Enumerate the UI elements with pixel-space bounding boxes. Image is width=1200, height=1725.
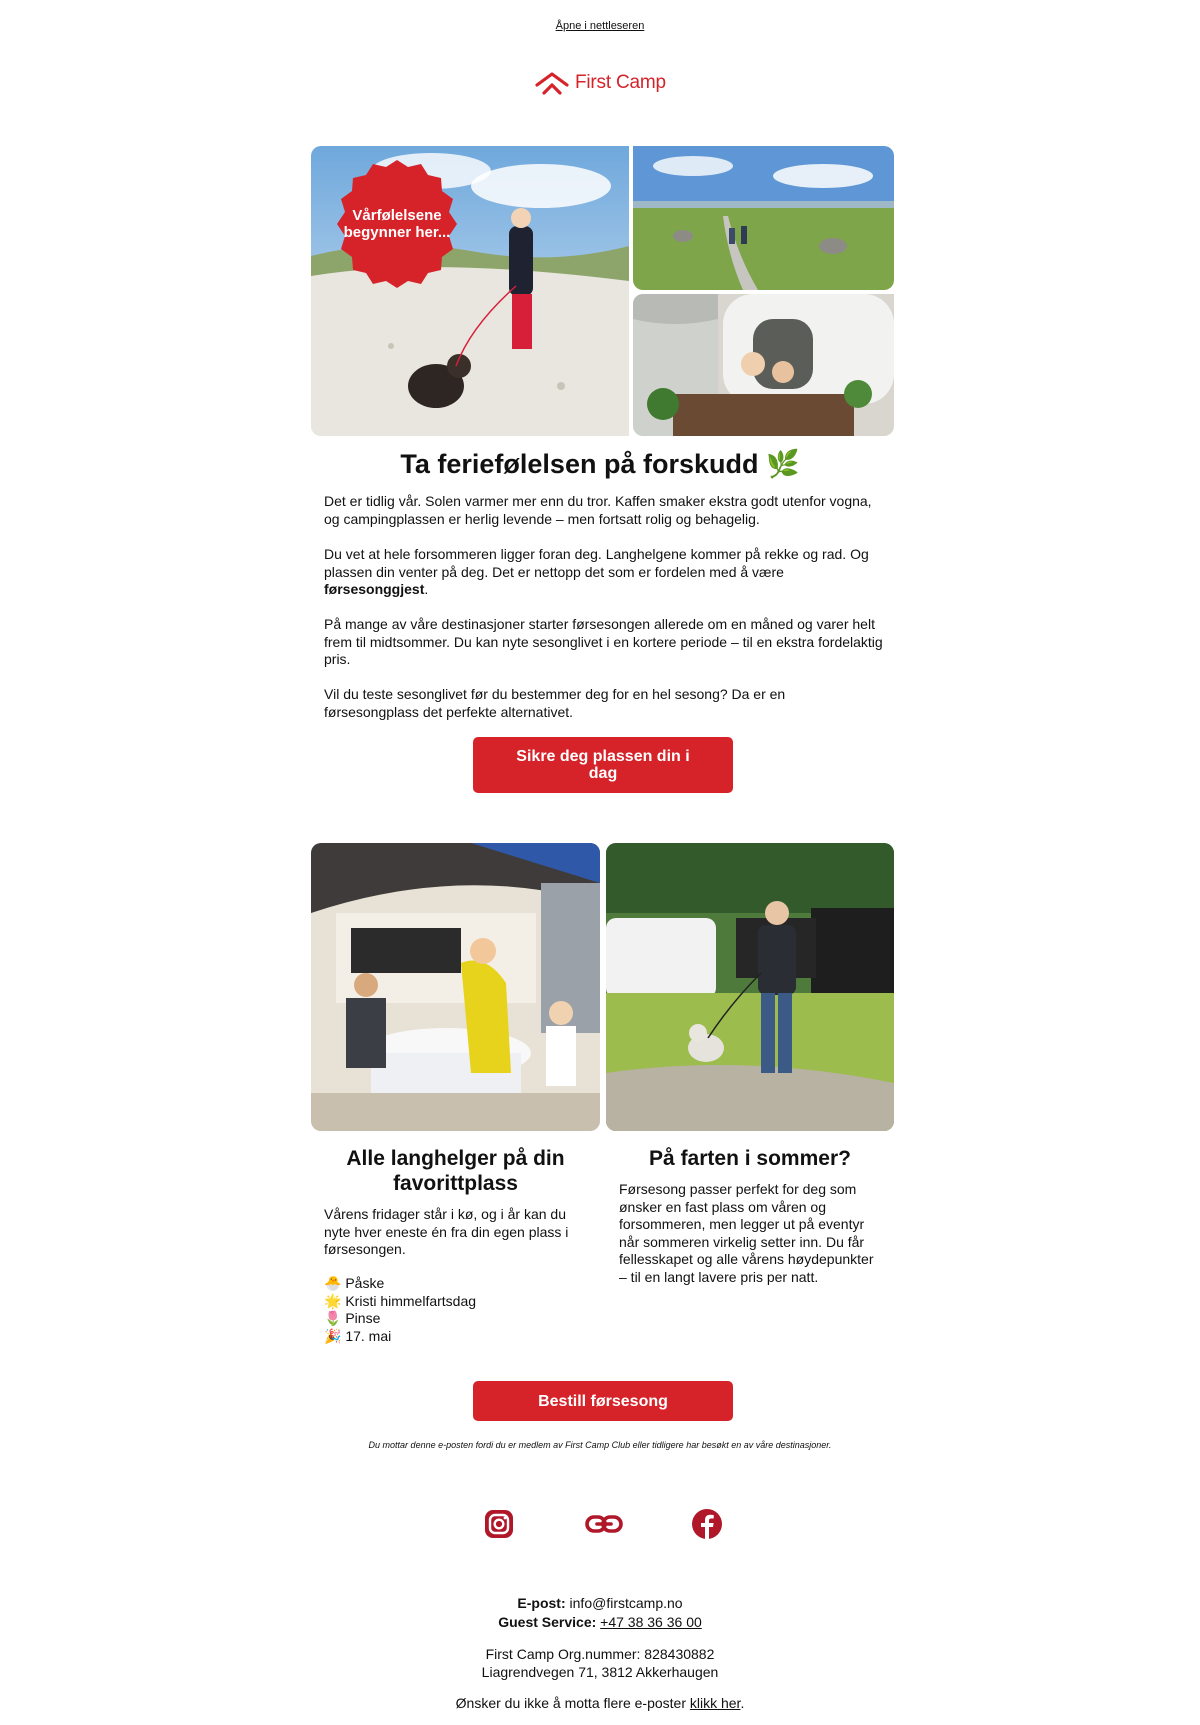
unsubscribe-link[interactable]: klikk her [689, 1695, 741, 1711]
footer-unsubscribe: Ønsker du ikke å motta flere e-poster klikk her. [455, 1695, 745, 1711]
logo[interactable] [535, 66, 675, 100]
holiday-list [324, 1275, 589, 1345]
facebook-icon[interactable] [690, 1507, 724, 1541]
intro-paragraph-1: Det er tidlig vår. Solen varmer mer enn du tror. Kaffen smaker ekstra godt utenfor vogna, og campingplassen er herlig levende – men fortsatt rolig og behagelig. [324, 493, 872, 527]
left-column-text: Vårens fridager står i kø, og i år kan du nyte hver eneste én fra din egen plass i førsesongen. [324, 1206, 569, 1257]
holiday-item: 🐣 Påske [324, 1275, 385, 1291]
intro-paragraph-2: Du vet at hele forsommeren ligger foran deg. Langhelgene kommer på rekke og rad. Og plassen din venter på deg. Det er nettopp det som er fordelen med å være førsesonggjest. [324, 546, 869, 597]
intro-paragraph-3: På mange av våre destinasjoner starter førsesongen allerede om en måned og varer helt frem til midtsommer. Du kan nyte sesonglivet i en kortere periode – til en ekstra fordelaktig pris. [324, 616, 883, 667]
left-column-title: Alle langhelger på din favorittplass [346, 1147, 565, 1195]
hero-caravan-couple-photo [633, 294, 894, 436]
intro-bold-term: førsesonggjest [324, 581, 425, 597]
holiday-item: 🎉 17. mai [324, 1327, 392, 1344]
right-column-title: På farten i sommer? [649, 1147, 851, 1170]
instagram-icon[interactable] [482, 1507, 516, 1541]
holiday-item: 🌟 Kristi himmelfartsdag [324, 1292, 477, 1309]
footer-email: E-post: info@firstcamp.no [517, 1595, 683, 1611]
open-in-browser-link[interactable]: Åpne i nettleseren [555, 20, 645, 32]
secure-spot-button[interactable]: Sikre deg plassen din i dag [473, 737, 733, 793]
legal-note: Du mottar denne e-posten fordi du er medlem av First Camp Club eller tidligere har besøkt en av våre destinasjoner. [368, 1440, 832, 1450]
intro-title: Ta feriefølelsen på forskudd 🌿 [400, 449, 800, 479]
badge-text: Vårfølelsene begynner her... [343, 207, 451, 241]
intro-paragraph-4: Vil du teste sesonglivet før du bestemmer deg for en hel sesong? Da er en førsesongplass det perfekte alternativet. [324, 686, 786, 720]
phone-link[interactable]: +47 38 36 36 00 [600, 1614, 702, 1630]
right-column-text: Førsesong passer perfekt for deg som ønsker en fast plass om våren og forsommeren, men legger ut på eventyr når sommeren virkelig setter inn. Du får fellesskapet og alle vårens høydepunkter – til en langt lavere pris per natt. [619, 1181, 874, 1285]
footer-phone: Guest Service: +47 38 36 36 00 [498, 1614, 702, 1630]
logo-text: First Camp [575, 72, 666, 93]
man-walking-dog-photo [606, 843, 894, 1131]
family-table-photo [311, 843, 600, 1131]
book-preseason-button[interactable]: Bestill førsesong [473, 1381, 733, 1421]
link-icon[interactable] [584, 1507, 624, 1541]
hero-walking-path-photo [633, 146, 894, 290]
holiday-item: 🌷 Pinse [324, 1310, 381, 1326]
footer-org-number: First Camp Org.nummer: 828430882 [485, 1646, 715, 1662]
footer-address: Liagrendvegen 71, 3812 Akkerhaugen [481, 1664, 719, 1680]
first-camp-logo-icon [535, 71, 569, 95]
